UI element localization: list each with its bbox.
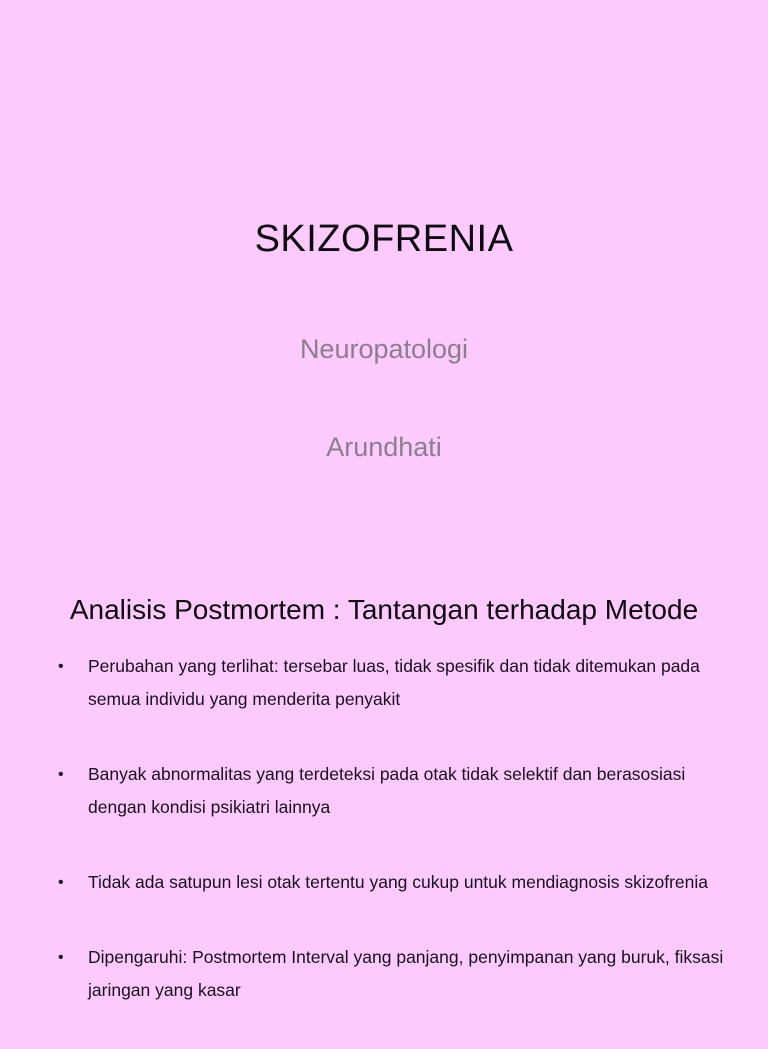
slide-subtitle: Neuropatologi (299, 334, 469, 364)
bullet-list (58, 650, 738, 1049)
bullet-text: Dipengaruhi: Postmortem Interval yang panjang, penyimpanan yang buruk, fiksasi jaringan yang kasar (88, 947, 724, 1000)
bullet-icon: • (58, 874, 64, 891)
slide-author: Arundhati (326, 432, 442, 462)
bullet-icon: • (58, 949, 64, 966)
bullet-text: Banyak abnormalitas yang terdeteksi pada otak tidak selektif dan berasosiasi dengan kondisi psikiatri lainnya (88, 764, 686, 817)
bullet-item (58, 941, 738, 1007)
bullet-item (58, 650, 738, 716)
bullet-icon: • (58, 658, 64, 675)
bullet-icon: • (58, 766, 64, 783)
bullet-item (58, 758, 738, 824)
bullet-item (58, 866, 738, 899)
slide-title: SKIZOFRENIA (254, 218, 514, 260)
bullet-text: Perubahan yang terlihat: tersebar luas, tidak spesifik dan tidak ditemukan pada semua individu yang menderita penyakit (88, 656, 700, 709)
bullet-text: Tidak ada satupun lesi otak tertentu yang cukup untuk mendiagnosis skizofrenia (88, 872, 709, 892)
slide-heading: Analisis Postmortem : Tantangan terhadap Metode (69, 594, 699, 625)
